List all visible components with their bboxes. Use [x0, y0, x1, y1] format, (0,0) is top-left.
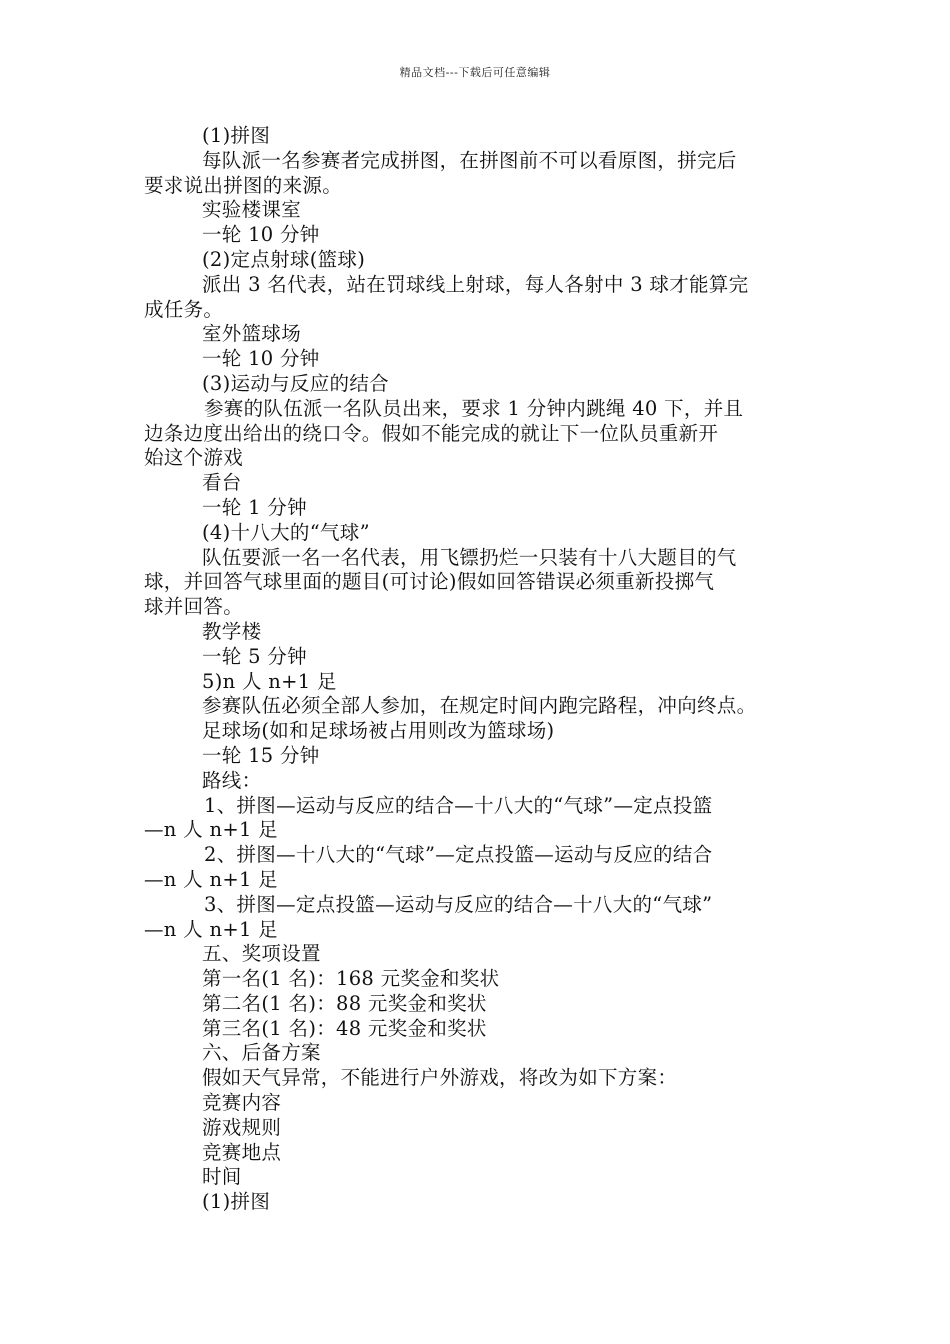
text-line: 六、后备方案: [202, 1041, 321, 1065]
text-line: 5)n 人 n+1 足: [202, 669, 337, 693]
text-line: 一轮 15 分钟: [202, 743, 320, 767]
text-line: 球并回答。: [144, 595, 244, 619]
text-line: 教学楼: [202, 619, 262, 643]
text-line: 第一名(1 名)：168 元奖金和奖状: [202, 967, 500, 991]
text-line: —n 人 n+1 足: [144, 818, 278, 842]
text-line: 队伍要派一名一名代表，用飞镖扔烂一只装有十八大题目的气: [202, 545, 737, 569]
text-line: 一轮 10 分钟: [202, 347, 320, 371]
text-line: 竞赛地点: [202, 1140, 282, 1164]
text-line: 派出 3 名代表，站在罚球线上射球，每人各射中 3 球才能算完: [202, 272, 749, 296]
text-line: 一轮 10 分钟: [202, 223, 320, 247]
text-line: (1)拼图: [202, 1190, 271, 1214]
text-line: 看台: [202, 471, 242, 495]
text-line: 要求说出拼图的来源。: [144, 173, 343, 197]
text-line: 边条边度出给出的绕口令。假如不能完成的就让下一位队员重新开: [144, 421, 719, 445]
text-line: 室外篮球场: [202, 322, 302, 346]
text-line: 参赛的队伍派一名队员出来，要求 1 分钟内跳绳 40 下，并且: [204, 396, 744, 420]
text-line: 五、奖项设置: [202, 942, 321, 966]
page-header: 精品文档---下载后可任意编辑: [399, 66, 551, 79]
text-line: 假如天气异常，不能进行户外游戏，将改为如下方案：: [202, 1066, 678, 1090]
text-line: —n 人 n+1 足: [144, 917, 278, 941]
text-line: (3)运动与反应的结合: [202, 371, 389, 395]
text-line: 时间: [202, 1165, 242, 1189]
text-line: 参赛队伍必须全部人参加，在规定时间内跑完路程，冲向终点。: [202, 694, 757, 718]
document-body: [144, 124, 812, 1215]
text-line: 1、拼图—运动与反应的结合—十八大的“气球”—定点投篮: [204, 793, 713, 817]
text-line: 球，并回答气球里面的题目(可讨论)假如回答错误必须重新投掷气: [144, 570, 715, 594]
text-line: —n 人 n+1 足: [144, 867, 278, 891]
text-line: 一轮 1 分钟: [202, 495, 307, 519]
text-line: (1)拼图: [202, 124, 271, 147]
text-line: (4)十八大的“气球”: [202, 520, 370, 544]
text-line: 实验楼课室: [202, 198, 302, 222]
text-line: 第三名(1 名)：48 元奖金和奖状: [202, 1016, 487, 1040]
text-line: (2)定点射球(篮球): [202, 247, 366, 271]
text-line: 足球场(如和足球场被占用则改为篮球场): [202, 719, 555, 743]
text-line: 一轮 5 分钟: [202, 644, 307, 668]
text-line: 3、拼图—定点投篮—运动与反应的结合—十八大的“气球”: [204, 892, 713, 916]
text-line: 第二名(1 名)：88 元奖金和奖状: [202, 991, 487, 1015]
text-line: 游戏规则: [202, 1115, 282, 1139]
text-line: 竞赛内容: [202, 1091, 282, 1115]
text-line: 始这个游戏: [144, 446, 244, 470]
text-line: 每队派一名参赛者完成拼图，在拼图前不可以看原图，拼完后: [202, 148, 737, 172]
text-line: 2、拼图—十八大的“气球”—定点投篮—运动与反应的结合: [204, 843, 713, 867]
text-line: 成任务。: [144, 297, 224, 321]
text-line: 路线：: [202, 768, 262, 792]
